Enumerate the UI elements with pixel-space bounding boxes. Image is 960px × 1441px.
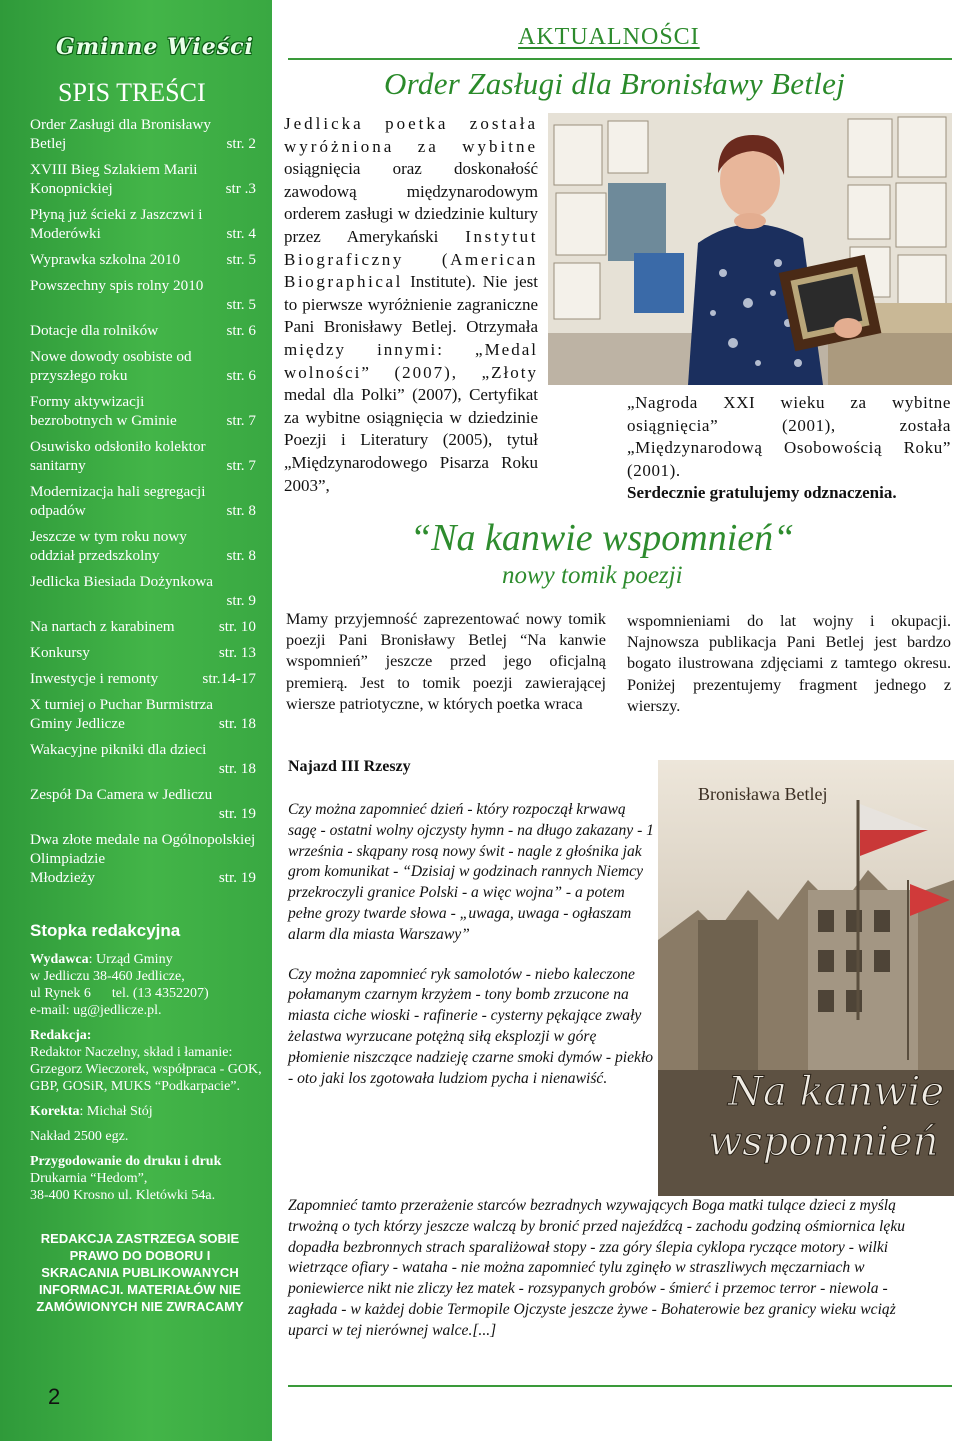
poem-stanza-3: Zapomnieć tamto przerażenie starców bezradnych wzywających Boga matki tulące dzieci z myślą trwożną o tych którzy jeszcze walczą by bronić przed najeźdźcą - zachodu godziną ośmiornica lęku dopadła bezbronnych strach sparaliżował stopy - zza góry ślepia cyklopa ryczące motory - wilki wietrzące ofiary - wataha - nie można zapomnieć tylu zginęło w straszliwych męczarniach w poniewierce nikt nie zliczy łez matek - rozsypanych grobów - śmierć i przemoc terror - niewola - zagłada - w każdej dobie Termopile Ojczyste jeszcze żywe - Bohaterowie bez granicy wieku wciąż uparci w tej nierównej walce.[...] [288,1197,906,1339]
toc-page: str. 7 [226,457,256,474]
toc-item: Dotacje dla rolników str. 6 [30,322,256,339]
toc-item: Order Zasługi dla Bronisławy Betlej str. 2 [30,116,256,152]
book-cover [658,760,954,1196]
toc-page: str. 18 [218,715,256,732]
article-title: Order Zasługi dla Bronisławy Betlej [384,66,846,101]
book-cover-title-2: wspomnień [708,1119,939,1165]
imprint-proofreading: Korekta: Michał Stój [30,1104,153,1119]
book-headline: “Na kanwie wspomnień“ [410,517,795,559]
toc-page: str. 2 [226,135,256,152]
toc-item: X turniej o Puchar Burmistrza Gminy Jedlicze str. 18 [30,696,256,732]
poem-title: Najazd III Rzeszy [288,758,411,775]
editorial-notice: REDAKCJA ZASTRZEGA SOBIE PRAWO DO DOBORU I SKRACANIA PUBLIKOWANYCH INFORMACJI. MATERIAŁÓW NIE ZAMÓWIONYCH NIE ZWRACAMY [36,1231,244,1314]
toc-page: str. 5 [226,296,256,313]
book-intro-col1: Mamy przyjemność zaprezentować nowy tomik poezji Pani Bronisławy Betlej “Na kanwie wspomnień” jeszcze przed jego oficjalną premierą. Jest to tomik poezji zawierającej wiersze patriotyczne, w których poetka wraca [286,610,606,713]
article-body-col2: „Nagroda XXI wieku za wybitne osiągnięcia” (2001), została „Międzynarodową Osobowością Roku” (2001). Serdecznie gratulujemy odznaczenia. [627,393,951,503]
poem-stanza-1: Czy można zapomnieć dzień - który rozpoczął krwawą sagę - ostatni wolny ojczysty hymn - na długo zakazany - 1 września - skąpany rosą nowy świt - nagle z głośnika jak grom komunikat - “Dzisiaj w godzinach rannych Niemcy przekroczyli granice Polski - a więc wojna” - a potem pełne grozy twarde słowa - „uwaga, uwaga - ogłaszam alarm dla miasta Warszawy” [288,801,654,943]
page-number: 2 [48,1384,61,1409]
poet-photo [548,113,952,385]
section-heading: AKTUALNOŚCI [518,24,700,50]
toc-item: Inwestycje i remonty str.14-17 [30,670,256,687]
imprint-printing: Przygodowanie do druku i druk Drukarnia “Hedom”, 38-400 Krosno ul. Kletówki 54a. [30,1154,222,1203]
imprint-circulation: Nakład 2500 egz. [30,1129,129,1144]
toc-item: Nowe dowody osobiste od przyszłego roku str. 6 [30,348,256,384]
article-body-col1: Jedlicka poetka została wyróżniona za wybitne osiągnięcia oraz doskonałość zawodową międzynarodowym orderem zasługi w dziedzinie kultury przez Amerykański Instytut Biograficzny (American Biographical Institute). Nie jest to pierwsze wyróżnienie zagraniczne Pani Bronisławy Betlej. Otrzymała między innymi: „Medal wolności” (2007), „Złoty medal dla Polki” (2007), Certyfikat za wybitne osiągnięcia w dziedzinie Poezji i Literatury (2005), tytuł „Międzynarodowego Pisarza Roku 2003”, [284,114,539,495]
book-cover-title-1: Na kanwie [728,1069,945,1115]
toc-item: Jedlicka Biesiada Dożynkowa str. 9 [30,573,256,609]
toc-page: str. 4 [226,225,256,242]
toc-item: Jeszcze w tym roku nowy oddział przedszkolny str. 8 [30,528,256,564]
toc-item: Wakacyjne pikniki dla dzieci str. 18 [30,741,256,777]
toc-page: str. 8 [226,547,256,564]
toc-page: str. 19 [218,869,256,886]
toc-item: Osuwisko odsłoniło kolektor sanitarny str. 7 [30,438,256,474]
imprint-editorial: Redakcja: Redaktor Naczelny, skład i łamanie: Grzegorz Wieczorek, współpraca - GOK, GBP, GOSiR, MUKS “Podkarpacie”. [30,1028,262,1094]
toc-item: Konkursy str. 13 [30,644,256,661]
toc-page: str. 13 [218,644,256,661]
toc-page: str. 18 [218,760,256,777]
toc-page: str. 7 [226,412,256,429]
footer-rule [288,1385,952,1387]
table-of-contents [30,115,256,894]
header-rule [288,58,952,60]
poem-body [288,800,656,1108]
imprint-title: Stopka redakcyjna [30,921,181,940]
book-intro-col2: wspomnieniami do lat wojny i okupacji. Najnowsza publikacja Pani Betlej jest bardzo bogato ilustrowana zdjęciami z tamtego okresu. Poniżej prezentujemy fragment jednego z wierszy. [627,612,951,715]
poem-stanza-2: Czy można zapomnieć ryk samolotów - niebo kaleczone połamanym czarnym krzyżem - tony bomb zrzucone na miasta ciche wioski - rafinerie - cysterny pękające zwały żelastwa wyrzucane potężną siłą eksplozji w górę płomienie niszczące nadzieję czarne smoki dymów - piekło - oto jaki los zgotowała ludziom pycha i nienawiść. [288,965,654,1087]
toc-item: Modernizacja hali segregacji odpadów str. 8 [30,483,256,519]
toc-page: str. 6 [226,367,256,384]
toc-item: Formy aktywizacji bezrobotnych w Gminie str. 7 [30,393,256,429]
toc-item: Zespół Da Camera w Jedliczu str. 19 [30,786,256,822]
toc-page: str. 5 [226,251,256,268]
brand-logo: Gminne Wieści [56,34,254,60]
toc-item: Na nartach z karabinem str. 10 [30,618,256,635]
toc-page: str .3 [225,180,256,197]
toc-item: XVIII Bieg Szlakiem Marii Konopnickiej str .3 [30,161,256,197]
toc-item: Dwa złote medale na Ogólnopolskiej Olimpiadzie Młodzieży str. 19 [30,831,256,886]
toc-page: str. 19 [218,805,256,822]
toc-page: str.14-17 [202,670,256,687]
toc-page: str. 9 [226,592,256,609]
toc-page: str. 10 [218,618,256,635]
toc-title: SPIS TREŚCI [58,78,206,107]
toc-item: Płyną już ścieki z Jaszczwi i Moderówki str. 4 [30,206,256,242]
toc-item: Powszechny spis rolny 2010 str. 5 [30,277,256,313]
toc-page: str. 6 [226,322,256,339]
imprint [30,922,264,1212]
toc-page: str. 8 [226,502,256,519]
imprint-publisher: Wydawca: Urząd Gminy w Jedliczu 38-460 Jedlicze, ul Rynek 6 tel. (13 4352207) e-mail: ug@jedlicze.pl. [30,952,209,1018]
sidebar [0,0,272,1441]
book-subheadline: nowy tomik poezji [502,562,683,589]
toc-item: Wyprawka szkolna 2010 str. 5 [30,251,256,268]
book-cover-author: Bronisława Betlej [698,784,828,804]
